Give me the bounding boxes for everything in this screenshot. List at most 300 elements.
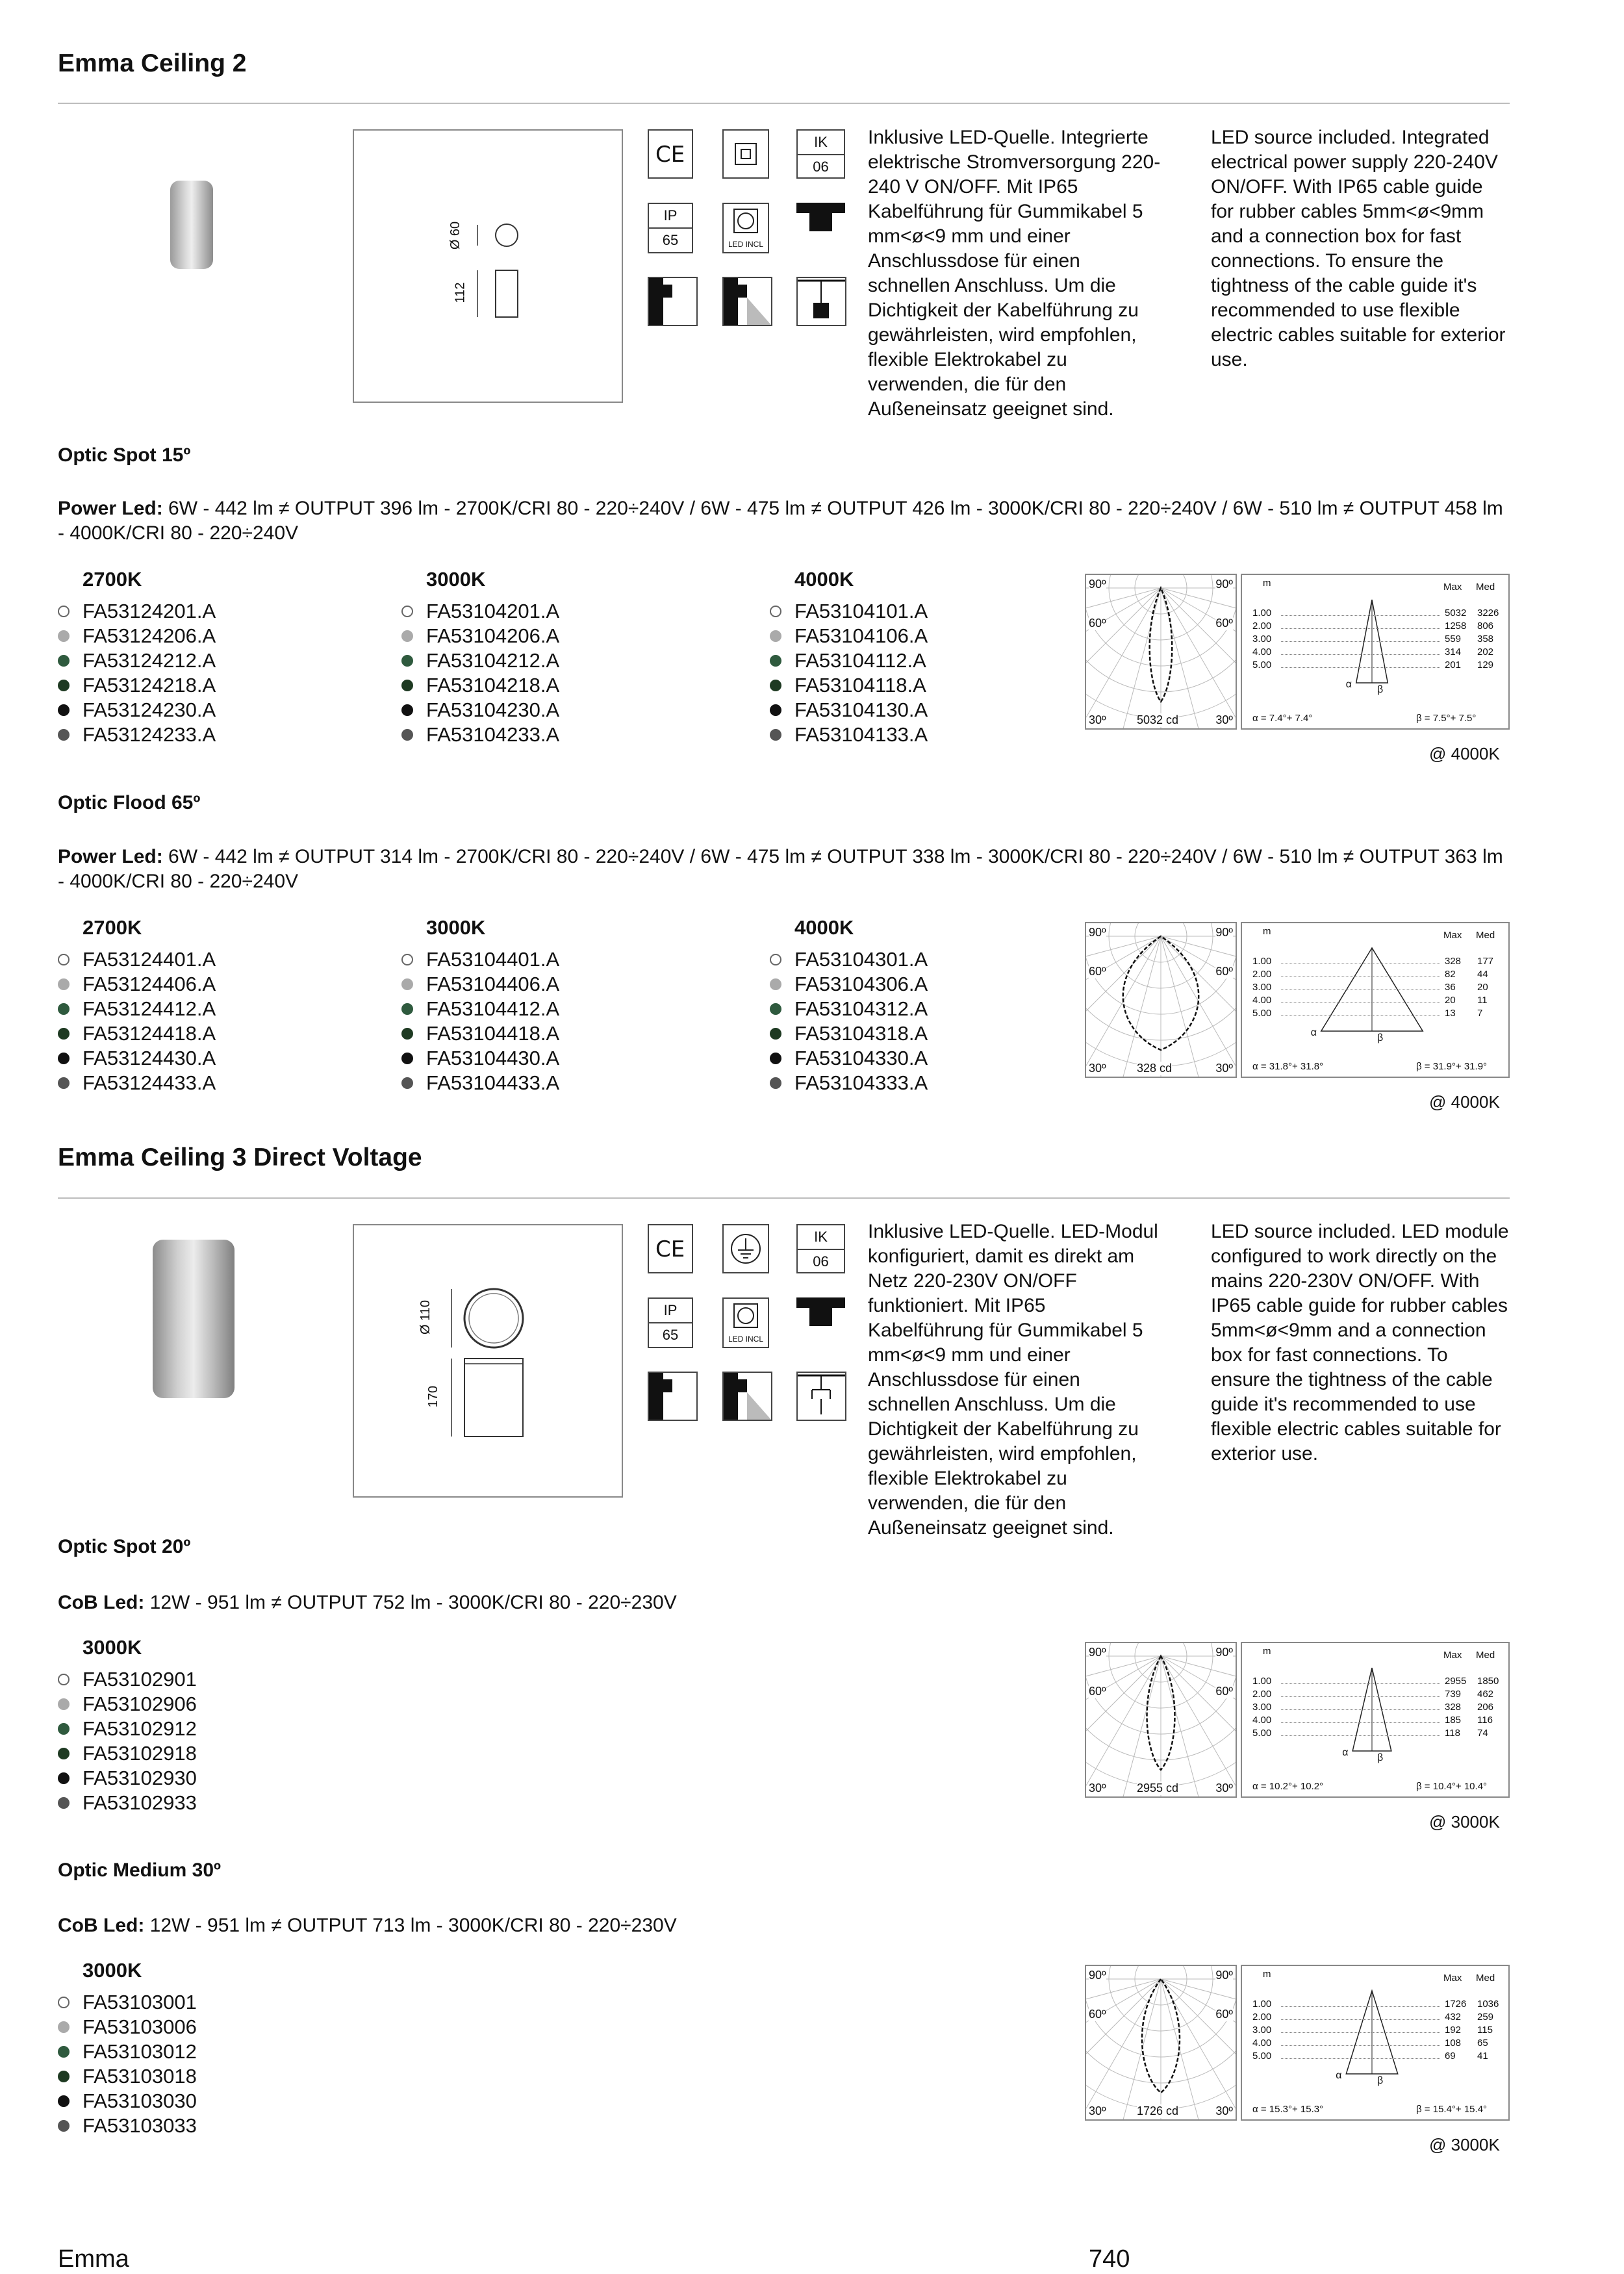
row-med: 1850 (1477, 1676, 1499, 1687)
row-max: 192 (1445, 2025, 1462, 2036)
led-included-icon (722, 203, 769, 253)
angle-label-90-left: 90º (1089, 926, 1106, 939)
code-row (401, 972, 559, 997)
row-leader-line (1281, 1696, 1440, 1697)
polar-grid-ray (1161, 588, 1200, 728)
code-row (770, 648, 928, 673)
row-leader-line (1281, 654, 1440, 655)
row-max: 559 (1445, 633, 1462, 645)
beta-angle: β = 7.5°+ 7.5° (1416, 713, 1477, 724)
code-row (770, 1046, 928, 1071)
power-spec (58, 496, 1513, 546)
row-leader-line (1281, 2032, 1440, 2033)
row-leader-line (1281, 2006, 1440, 2007)
product-code: FA53104330.A (794, 1047, 928, 1069)
product-code: FA53104130.A (794, 698, 928, 721)
finish-color-swatch (401, 630, 413, 642)
page-number: 740 (1089, 2245, 1130, 2273)
row-distance: 1.00 (1252, 1999, 1272, 2010)
angle-label-60-right: 60º (1215, 617, 1233, 630)
led-incl-label: LED INCL (728, 1335, 764, 1344)
power-label: CoB Led: (58, 1915, 145, 1936)
finish-color-swatch (58, 2071, 70, 2082)
row-leader-line (1281, 641, 1440, 642)
product-code: FA53104230.A (426, 698, 560, 721)
finish-color-swatch (770, 680, 781, 691)
code-row (58, 1990, 197, 2015)
code-row (770, 599, 928, 624)
ik-rating-icon (796, 1224, 845, 1273)
product-code: FA53103006 (82, 2015, 197, 2038)
angle-label-30-right: 30º (1215, 1062, 1233, 1075)
finish-color-swatch (770, 606, 781, 617)
color-temp-heading: 2700K (82, 568, 142, 591)
install-outdoor-icon (722, 277, 772, 326)
finish-color-swatch (401, 1053, 413, 1064)
row-max: 118 (1445, 1728, 1460, 1739)
row-max: 82 (1445, 969, 1456, 980)
product-code: FA53124201.A (82, 600, 216, 622)
dimension-drawing (353, 129, 623, 403)
row-leader-line (1281, 1722, 1440, 1723)
column-header-med: Med (1476, 581, 1495, 593)
row-med: 202 (1477, 646, 1494, 658)
product-code: FA53104201.A (426, 600, 560, 622)
product-code: FA53102918 (82, 1742, 197, 1765)
row-distance: 1.00 (1252, 607, 1272, 619)
product-code: FA53104233.A (426, 723, 560, 746)
angle-label-60-right: 60º (1215, 1685, 1233, 1698)
row-med: 11 (1477, 995, 1488, 1006)
finish-color-swatch (401, 978, 413, 990)
column-header-med: Med (1476, 930, 1495, 941)
product-code: FA53124218.A (82, 674, 216, 696)
color-temp-heading: 3000K (82, 1636, 142, 1659)
code-row (58, 1667, 197, 1692)
max-intensity-label: 5032 cd (1137, 713, 1179, 726)
row-max: 185 (1445, 1715, 1462, 1726)
finish-color-swatch (58, 1723, 70, 1735)
row-distance: 4.00 (1252, 1715, 1272, 1726)
code-row (58, 997, 216, 1021)
finish-color-swatch (58, 2021, 70, 2033)
alpha-symbol: α (1336, 2070, 1342, 2081)
finish-color-swatch (58, 729, 70, 741)
row-distance: 3.00 (1252, 633, 1272, 645)
code-list (58, 1667, 197, 1815)
code-row (58, 1791, 197, 1815)
led-included-icon (722, 1297, 769, 1348)
product-code: FA53102901 (82, 1668, 197, 1691)
svg-text:CE: CE (655, 142, 685, 168)
beta-angle: β = 15.4°+ 15.4° (1416, 2104, 1488, 2115)
product-code: FA53104333.A (794, 1071, 928, 1094)
row-leader-line (1281, 615, 1440, 616)
power-text: 12W - 951 lm ≠ OUTPUT 752 lm - 3000K/CRI 80 - 220÷230V (144, 1592, 677, 1613)
beta-symbol: β (1377, 684, 1384, 695)
polar-grid-ray (1161, 1979, 1236, 2085)
max-intensity-label: 2955 cd (1137, 1782, 1179, 1795)
row-distance: 5.00 (1252, 659, 1272, 671)
finish-color-swatch (401, 655, 413, 667)
illuminance-cone-table (1241, 574, 1510, 730)
ip-rating-icon (648, 1297, 693, 1348)
color-temp-heading: 2700K (82, 916, 142, 939)
divider (58, 103, 1510, 104)
power-text: 6W - 442 lm ≠ OUTPUT 314 lm - 2700K/CRI 80 - 220÷240V / 6W - 475 lm ≠ OUTPUT 338 lm - 3000K/CRI 80 - 220÷240V / 6W - 510 lm ≠ OUTPUT 363 lm - 4000K/CRI 80 - 220÷240V (58, 846, 1503, 892)
product-code: FA53104418.A (426, 1022, 560, 1045)
row-max: 328 (1445, 956, 1462, 967)
finish-color-swatch (58, 1028, 70, 1040)
polar-grid-ray (1086, 1656, 1161, 1785)
angle-label-30-left: 30º (1089, 1062, 1106, 1075)
code-row (58, 2064, 197, 2089)
code-row (770, 947, 928, 972)
angle-label-60-left: 60º (1089, 617, 1106, 630)
product-code: FA53104118.A (794, 674, 926, 696)
product-code: FA53124412.A (82, 997, 216, 1020)
ce-mark-icon (648, 1224, 693, 1273)
polar-grid-ray (1161, 1656, 1200, 1796)
polar-grid-ray (1161, 588, 1236, 717)
beta-angle: β = 10.4°+ 10.4° (1416, 1781, 1488, 1792)
install-indoor-icon (648, 1372, 698, 1421)
finish-color-swatch (58, 2095, 70, 2107)
polar-grid-ray (1086, 1656, 1161, 1762)
product-code: FA53104112.A (794, 649, 926, 672)
finish-color-swatch (401, 729, 413, 741)
product-code: FA53124212.A (82, 649, 216, 672)
angle-label-30-right: 30º (1215, 2104, 1233, 2117)
row-med: 206 (1477, 1702, 1494, 1713)
product-code: FA53104430.A (426, 1047, 560, 1069)
measurement-temp-label: @ 3000K (1429, 1812, 1500, 1832)
code-row (58, 1046, 216, 1071)
angle-label-30-left: 30º (1089, 2104, 1106, 2117)
column-header-distance: m (1263, 1969, 1271, 1980)
row-distance: 2.00 (1252, 2012, 1272, 2023)
row-max: 36 (1445, 982, 1456, 993)
optic-title: Optic Medium 30º (58, 1859, 222, 1881)
description-en: LED source included. LED module configured to work directly on the mains 220-230V ON/OFF. With IP65 cable guide for rubber cables 5mm<ø<9mm and a connection box for fast connections. To ensure the tightness of the cable guide it's recommended to use flexible electric cables suitable for exterior use. (1211, 1221, 1509, 1464)
code-row (401, 698, 559, 722)
product-title: Emma Ceiling 2 (58, 49, 247, 77)
code-row (58, 1766, 197, 1791)
column-header-max: Max (1443, 1973, 1462, 1984)
power-text: 12W - 951 lm ≠ OUTPUT 713 lm - 3000K/CRI 80 - 220÷230V (144, 1915, 677, 1936)
code-list (770, 599, 928, 747)
polar-grid-ray (1161, 936, 1200, 1077)
row-med: 806 (1477, 620, 1494, 632)
finish-color-swatch (770, 1053, 781, 1064)
code-row (401, 599, 559, 624)
polar-grid-ray (1122, 1979, 1161, 2119)
row-distance: 4.00 (1252, 2038, 1272, 2049)
power-label: CoB Led: (58, 1592, 145, 1613)
alpha-angle: α = 15.3°+ 15.3° (1252, 2104, 1324, 2115)
alpha-symbol: α (1342, 1747, 1349, 1758)
row-med: 129 (1477, 659, 1494, 671)
finish-color-swatch (58, 1003, 70, 1015)
row-distance: 2.00 (1252, 1689, 1272, 1700)
finish-color-swatch (770, 729, 781, 741)
row-leader-line (1281, 1735, 1440, 1736)
alpha-angle: α = 10.2°+ 10.2° (1252, 1781, 1324, 1792)
row-distance: 3.00 (1252, 982, 1272, 993)
angle-label-60-left: 60º (1089, 1685, 1106, 1698)
product-code: FA53104206.A (426, 624, 560, 647)
angle-label-90-right: 90º (1215, 926, 1233, 939)
product-code: FA53104218.A (426, 674, 560, 696)
row-leader-line (1281, 2058, 1440, 2059)
code-row (770, 698, 928, 722)
finish-color-swatch (770, 1077, 781, 1089)
finish-color-swatch (770, 1003, 781, 1015)
finish-color-swatch (58, 1748, 70, 1759)
beta-symbol: β (1377, 2075, 1384, 2086)
row-distance: 5.00 (1252, 2050, 1272, 2062)
row-distance: 3.00 (1252, 2025, 1272, 2036)
row-max: 328 (1445, 1702, 1462, 1713)
code-row (770, 1071, 928, 1095)
code-row (58, 648, 216, 673)
column-header-med: Med (1476, 1650, 1495, 1661)
illuminance-cone-table (1241, 922, 1510, 1078)
row-med: 358 (1477, 633, 1494, 645)
row-med: 7 (1477, 1008, 1483, 1019)
ip-label: IP (649, 1299, 692, 1323)
code-row (770, 673, 928, 698)
polar-diagram (1085, 574, 1237, 730)
product-code: FA53103030 (82, 2089, 197, 2112)
polar-diagram (1085, 1965, 1237, 2121)
row-max: 2955 (1445, 1676, 1467, 1687)
row-med: 116 (1477, 1715, 1493, 1726)
product-code: FA53104433.A (426, 1071, 560, 1094)
code-row (401, 1046, 559, 1071)
product-code: FA53124433.A (82, 1071, 216, 1094)
product-code: FA53104301.A (794, 948, 928, 971)
height-label: 112 (453, 282, 468, 303)
diameter-label: Ø 60 (448, 221, 463, 250)
product-code: FA53124418.A (82, 1022, 216, 1045)
alpha-symbol: α (1345, 679, 1352, 690)
finish-color-swatch (401, 1003, 413, 1015)
product-code: FA53104133.A (794, 723, 928, 746)
finish-color-swatch (58, 2046, 70, 2058)
angle-label-90-left: 90º (1089, 1969, 1106, 1982)
product-code: FA53124430.A (82, 1047, 216, 1069)
height-label: 170 (426, 1385, 441, 1408)
install-indoor-icon (648, 277, 698, 326)
color-temp-heading: 3000K (82, 1959, 142, 1982)
code-row (58, 1741, 197, 1766)
code-row (401, 997, 559, 1021)
row-distance: 2.00 (1252, 969, 1272, 980)
row-med: 3226 (1477, 607, 1499, 619)
angle-label-30-right: 30º (1215, 713, 1233, 726)
finish-color-swatch (58, 978, 70, 990)
row-distance: 1.00 (1252, 956, 1272, 967)
finish-color-swatch (58, 630, 70, 642)
row-max: 20 (1445, 995, 1456, 1006)
color-temp-heading: 3000K (426, 916, 486, 939)
row-med: 462 (1477, 1689, 1494, 1700)
measurement-temp-label: @ 4000K (1429, 1092, 1500, 1112)
code-row (58, 624, 216, 648)
measurement-temp-label: @ 4000K (1429, 744, 1500, 763)
row-max: 5032 (1445, 607, 1467, 619)
code-row (770, 1021, 928, 1046)
ceiling-mount-icon (796, 203, 845, 242)
row-med: 41 (1477, 2050, 1488, 2062)
column-header-distance: m (1263, 1646, 1271, 1657)
polar-grid-ray (1086, 1979, 1161, 2085)
code-row (58, 2015, 197, 2039)
angle-label-90-left: 90º (1089, 1646, 1106, 1659)
code-row (770, 997, 928, 1021)
illuminance-cone-table (1241, 1642, 1510, 1798)
code-row (58, 2114, 197, 2138)
alpha-angle: α = 7.4°+ 7.4° (1252, 713, 1313, 724)
row-med: 259 (1477, 2012, 1494, 2023)
product-code: FA53104318.A (794, 1022, 928, 1045)
code-row (401, 624, 559, 648)
code-row (401, 648, 559, 673)
finish-color-swatch (58, 1077, 70, 1089)
angle-label-60-right: 60º (1215, 2008, 1233, 2021)
product-code: FA53103001 (82, 1991, 197, 2013)
code-row (401, 722, 559, 747)
description-de: Inklusive LED-Quelle. LED-Modul konfiguriert, damit es direkt am Netz 220-230V ON/OFF funktioniert. Mit IP65 Kabelführung für Gummikabel 5 mm<ø<9 mm und einer Anschlussdose für einen schnellen Anschluss. Um die Dichtigkeit der Kabelführung zu gewährleisten, wird empfohlen, flexible Elektrokabel zu verwenden, die für den Außeneinsatz geeignet sind. (868, 1221, 1158, 1539)
product-code: FA53104412.A (426, 997, 560, 1020)
product-photo (170, 181, 213, 269)
code-row (770, 722, 928, 747)
column-header-distance: m (1263, 926, 1271, 937)
svg-text:CE: CE (655, 1236, 685, 1262)
code-row (58, 673, 216, 698)
ip-label: IP (649, 204, 692, 229)
description-de: Inklusive LED-Quelle. Integrierte elektrische Stromversorgung 220-240 V ON/OFF. Mit IP65 Kabelführung für Gummikabel 5 mm<ø<9 mm und einer Anschlussdose für einen schnellen Anschluss. Um die Dichtigkeit der Kabelführung zu gewährleisten, wird empfohlen, flexible Elektrokabel zu verwenden, die für den Außeneinsatz geeignet sind. (868, 127, 1161, 420)
row-max: 13 (1445, 1008, 1456, 1019)
finish-color-swatch (58, 1797, 70, 1809)
product-code: FA53102930 (82, 1767, 197, 1789)
column-header-max: Max (1443, 581, 1462, 593)
column-header-distance: m (1263, 578, 1271, 589)
ik-label: IK (798, 131, 844, 155)
code-row (401, 1071, 559, 1095)
ip-rating-icon (648, 203, 693, 253)
product-code: FA53124401.A (82, 948, 216, 971)
measurement-temp-label: @ 3000K (1429, 2135, 1500, 2154)
row-max: 108 (1445, 2038, 1462, 2049)
finish-color-swatch (58, 1698, 70, 1710)
led-incl-label: LED INCL (728, 240, 764, 249)
angle-label-30-right: 30º (1215, 1782, 1233, 1795)
polar-grid-ray (1161, 1979, 1200, 2119)
row-max: 1726 (1445, 1999, 1467, 2010)
ip-value: 65 (662, 232, 679, 248)
row-distance: 3.00 (1252, 1702, 1272, 1713)
column-header-med: Med (1476, 1973, 1495, 1984)
finish-color-swatch (58, 1674, 70, 1685)
earth-class-i-icon (722, 1224, 769, 1273)
finish-color-swatch (770, 978, 781, 990)
row-distance: 4.00 (1252, 646, 1272, 658)
code-row (401, 1021, 559, 1046)
row-leader-line (1281, 1709, 1440, 1710)
power-label: Power Led: (58, 498, 163, 519)
polar-grid-ray (1122, 588, 1161, 728)
row-leader-line (1281, 1683, 1440, 1684)
divider (58, 1197, 1510, 1199)
code-row (58, 2089, 197, 2114)
power-label: Power Led: (58, 846, 163, 867)
footer-family: Emma (58, 2245, 129, 2273)
row-med: 1036 (1477, 1999, 1499, 2010)
code-row (58, 599, 216, 624)
row-max: 314 (1445, 646, 1462, 658)
code-list (401, 599, 559, 747)
finish-color-swatch (58, 655, 70, 667)
ce-mark-icon (648, 129, 693, 179)
product-code: FA53124233.A (82, 723, 216, 746)
power-spec (58, 1913, 1513, 1938)
description-en: LED source included. Integrated electrical power supply 220-240V ON/OFF. With IP65 cable guide for rubber cables 5mm<ø<9mm and a connection box for fast connections. To ensure the tightness of the cable guide it's recommended to use flexible electric cables suitable for exterior use. (1211, 127, 1506, 370)
column-header-max: Max (1443, 1650, 1462, 1661)
angle-label-60-left: 60º (1089, 2008, 1106, 2021)
code-row (58, 947, 216, 972)
class-ii-icon (722, 129, 769, 179)
code-row (58, 1071, 216, 1095)
finish-color-swatch (770, 655, 781, 667)
product-code: FA53104306.A (794, 973, 928, 995)
column-header-max: Max (1443, 930, 1462, 941)
code-row (58, 722, 216, 747)
finish-color-swatch (401, 1077, 413, 1089)
finish-color-swatch (58, 2120, 70, 2132)
row-leader-line (1281, 2045, 1440, 2046)
row-max: 432 (1445, 2012, 1462, 2023)
finish-color-swatch (58, 1053, 70, 1064)
ik-label: IK (798, 1225, 844, 1250)
code-row (58, 1021, 216, 1046)
product-title: Emma Ceiling 3 Direct Voltage (58, 1143, 422, 1171)
row-med: 177 (1477, 956, 1494, 967)
row-distance: 4.00 (1252, 995, 1272, 1006)
alpha-angle: α = 31.8°+ 31.8° (1252, 1061, 1324, 1072)
product-code: FA53104212.A (426, 649, 560, 672)
code-row (770, 972, 928, 997)
dimension-drawing (353, 1224, 623, 1498)
code-row (401, 947, 559, 972)
row-leader-line (1281, 628, 1440, 629)
diameter-label: Ø 110 (418, 1300, 433, 1335)
polar-grid-ray (1122, 936, 1161, 1077)
row-leader-line (1281, 667, 1440, 668)
finish-color-swatch (770, 954, 781, 965)
row-med: 74 (1477, 1728, 1488, 1739)
direct-voltage-icon (796, 1372, 846, 1421)
product-code: FA53103012 (82, 2040, 197, 2063)
finish-color-swatch (401, 606, 413, 617)
row-leader-line (1281, 2019, 1440, 2020)
code-row (770, 624, 928, 648)
product-code: FA53124406.A (82, 973, 216, 995)
finish-color-swatch (58, 954, 70, 965)
polar-diagram (1085, 1642, 1237, 1798)
polar-diagram (1085, 922, 1237, 1078)
